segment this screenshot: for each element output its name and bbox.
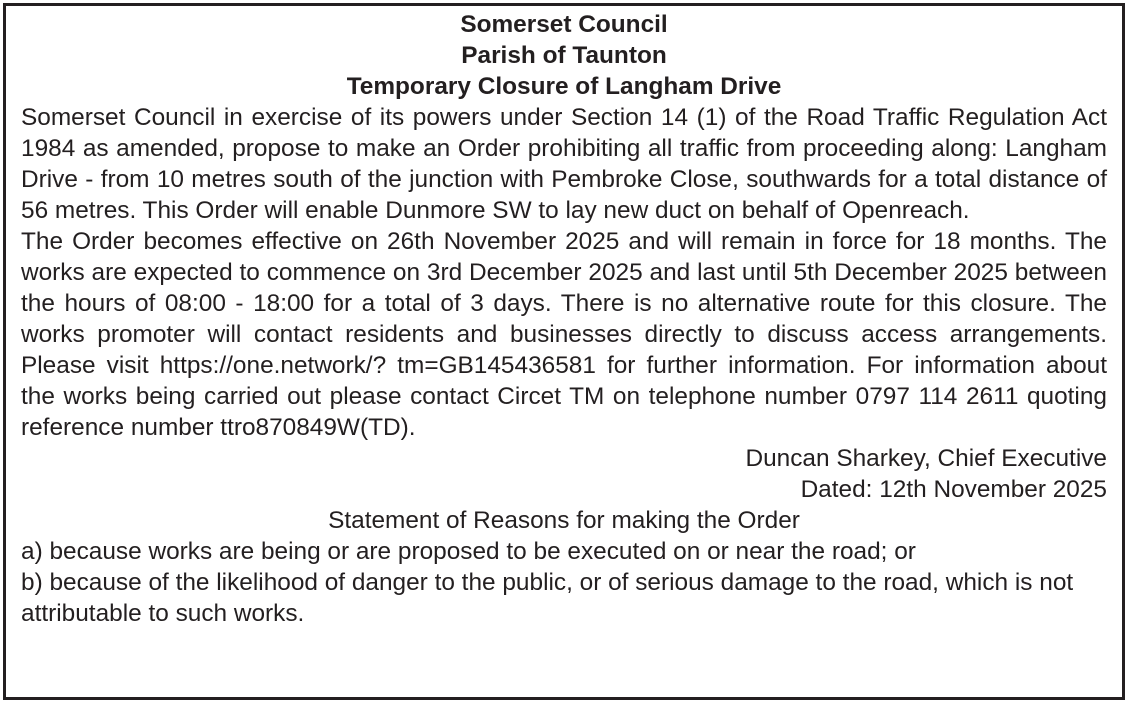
details-paragraph: The Order becomes effective on 26th November 2025 and will remain in force for 18 months. The works are expected to commence on 3rd December 2025 and last until 5th December 2025 between the hours of 08:00 - 18:00 for a total of 3 days. There is no alternative route for this closure. The works promoter will contact residents and businesses directly to discuss access arrangements. Please visit https://one.network/? tm=GB145436581 for further information. For information about the works being carried out please contact Circet TM on telephone number 0797 114 2611 quoting reference number ttro870849W(TD).: [21, 228, 1107, 441]
date-line: Dated: 12th November 2025: [800, 476, 1107, 503]
parish-name: Parish of Taunton: [461, 42, 667, 69]
notice-title: Temporary Closure of Langham Drive: [346, 73, 782, 100]
reason-item: a) because works are being or are proposed to be executed on or near the road; or: [21, 538, 916, 565]
signatory: Duncan Sharkey, Chief Executive: [745, 445, 1107, 472]
public-notice: [3, 3, 1125, 700]
reason-item: b) because of the likelihood of danger to the public, or of serious damage to the road, which is not attributable to such works.: [21, 569, 1074, 627]
order-paragraph: Somerset Council in exercise of its powers under Section 14 (1) of the Road Traffic Regulation Act 1984 as amended, propose to make an Order prohibiting all traffic from proceeding along: Langham Drive - from 10 metres south of the junction with Pembroke Close, southwards for a total distance of 56 metres. This Order will enable Dunmore SW to lay new duct on behalf of Openreach.: [21, 104, 1107, 224]
council-name: Somerset Council: [460, 11, 668, 38]
reasons-heading: Statement of Reasons for making the Order: [328, 507, 800, 534]
